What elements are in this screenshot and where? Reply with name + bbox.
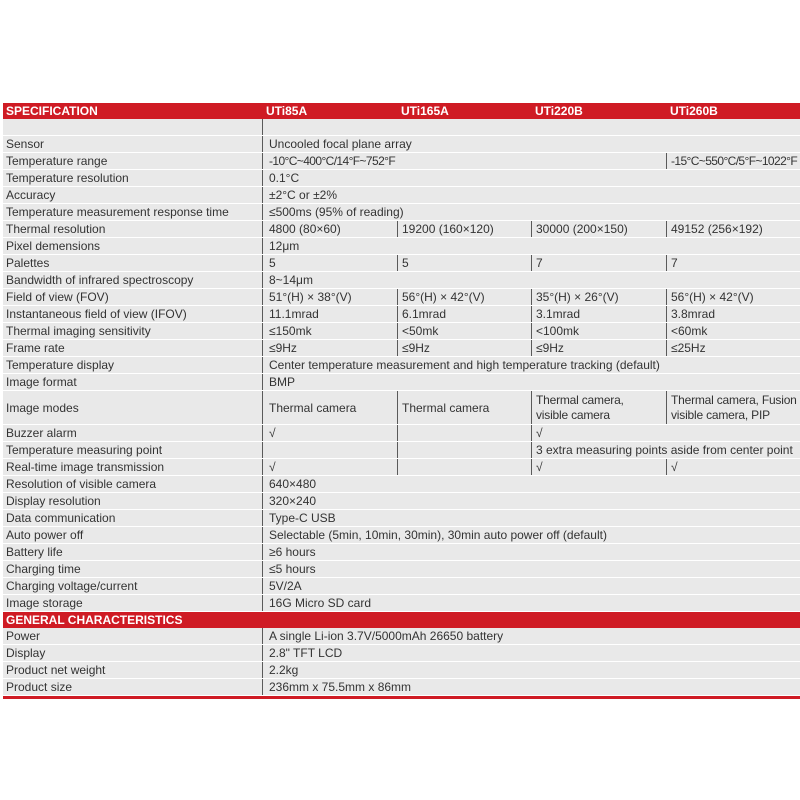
spec-value-uti220b-uti260b: 3 extra measuring points aside from center point bbox=[531, 442, 800, 458]
spec-value-all-models: Type-C USB bbox=[262, 510, 800, 526]
spacer-row bbox=[3, 119, 800, 136]
spec-label: Battery life bbox=[6, 545, 63, 559]
spec-label: Accuracy bbox=[6, 188, 56, 202]
spec-value-uti165a: ≤9Hz bbox=[397, 340, 531, 356]
spec-value-uti260b: <60mk bbox=[666, 323, 800, 339]
spec-value-uti165a: <50mk bbox=[397, 323, 531, 339]
spec-value-uti85a-uti165a-uti220b: -10°C~400°C/14°F~752°F bbox=[262, 153, 666, 169]
spec-row-auto-power-off bbox=[3, 527, 800, 544]
spec-row-thermal-resolution bbox=[3, 221, 800, 238]
spec-row-bandwidth bbox=[3, 272, 800, 289]
spec-value-uti165a: Thermal camera bbox=[397, 391, 531, 424]
spec-value-all-models: 16G Micro SD card bbox=[262, 595, 800, 611]
general-value: A single Li-ion 3.7V/5000mAh 26650 battery bbox=[262, 628, 800, 644]
spec-label: Temperature range bbox=[6, 154, 108, 168]
spec-value-uti85a: 51°(H) × 38°(V) bbox=[262, 289, 397, 305]
spec-value-uti220b-uti260b: √ bbox=[531, 425, 800, 441]
spec-value-uti260b: -15°C~550°C/5°F~1022°F bbox=[666, 153, 800, 169]
spec-row-sensor bbox=[3, 136, 800, 153]
spec-header-row bbox=[3, 103, 800, 119]
general-label: Power bbox=[6, 629, 41, 643]
general-row-product-size bbox=[3, 679, 800, 696]
spec-value-all-models: Uncooled focal plane array bbox=[262, 136, 800, 152]
spec-row-ifov bbox=[3, 306, 800, 323]
spacer-value-cell bbox=[262, 119, 800, 135]
general-value: 2.8" TFT LCD bbox=[262, 645, 800, 661]
spec-label: Buzzer alarm bbox=[6, 426, 77, 440]
spec-row-visible-camera-resolution bbox=[3, 476, 800, 493]
spec-value-uti220b: <100mk bbox=[531, 323, 666, 339]
spec-label: Real-time image transmission bbox=[6, 460, 165, 474]
spec-value-all-models: ±2°C or ±2% bbox=[262, 187, 800, 203]
spec-value-uti260b: 49152 (256×192) bbox=[666, 221, 800, 237]
general-row-display bbox=[3, 645, 800, 662]
spec-value-uti220b: 30000 (200×150) bbox=[531, 221, 666, 237]
spec-label: Resolution of visible camera bbox=[6, 477, 157, 491]
spec-label: Image modes bbox=[6, 400, 79, 415]
spec-value-uti85a: ≤9Hz bbox=[262, 340, 397, 356]
spec-row-charging-voltage bbox=[3, 578, 800, 595]
spec-value-all-models: Selectable (5min, 10min, 30min), 30min auto power off (default) bbox=[262, 527, 800, 543]
spec-value-uti220b: 35°(H) × 26°(V) bbox=[531, 289, 666, 305]
spec-label: Image storage bbox=[6, 596, 83, 610]
spec-value-uti85a: ≤150mk bbox=[262, 323, 397, 339]
spec-value-uti85a: √ bbox=[262, 459, 397, 475]
spec-value-uti220b: Thermal camera, visible camera bbox=[531, 391, 666, 424]
spec-value-uti165a bbox=[397, 459, 531, 475]
model-header-uti260b: UTi260B bbox=[670, 104, 718, 118]
spec-row-buzzer-alarm bbox=[3, 425, 800, 442]
spec-row-pixel-dimensions bbox=[3, 238, 800, 255]
spec-row-palettes bbox=[3, 255, 800, 272]
spec-row-frame-rate bbox=[3, 340, 800, 357]
spec-row-image-format bbox=[3, 374, 800, 391]
spec-label: Auto power off bbox=[6, 528, 84, 542]
spec-value-all-models: 0.1°C bbox=[262, 170, 800, 186]
general-header-row bbox=[3, 612, 800, 628]
spec-value-uti165a: 6.1mrad bbox=[397, 306, 531, 322]
general-row-net-weight bbox=[3, 662, 800, 679]
spec-label: Image format bbox=[6, 375, 77, 389]
spec-value-uti165a: 19200 (160×120) bbox=[397, 221, 531, 237]
spec-label: Temperature measuring point bbox=[6, 443, 163, 457]
general-header-title: GENERAL CHARACTERISTICS bbox=[6, 613, 183, 627]
spec-value-uti260b: 56°(H) × 42°(V) bbox=[666, 289, 800, 305]
spec-label: Data communication bbox=[6, 511, 116, 525]
spec-row-image-modes bbox=[3, 391, 800, 425]
spec-value-all-models: BMP bbox=[262, 374, 800, 390]
spec-value-uti85a: √ bbox=[262, 425, 397, 441]
spec-label: Temperature measurement response time bbox=[6, 205, 229, 219]
spec-value-uti220b: ≤9Hz bbox=[531, 340, 666, 356]
model-header-uti220b: UTi220B bbox=[535, 104, 583, 118]
spec-label: Instantaneous field of view (IFOV) bbox=[6, 307, 187, 321]
spec-value-uti260b: Thermal camera, Fusion visible camera, PIP bbox=[666, 391, 800, 424]
spec-row-display-resolution bbox=[3, 493, 800, 510]
spec-row-response-time bbox=[3, 204, 800, 221]
spec-value-uti260b: √ bbox=[666, 459, 800, 475]
spec-label: Temperature display bbox=[6, 358, 115, 372]
spec-value-uti220b: √ bbox=[531, 459, 666, 475]
spec-label: Sensor bbox=[6, 137, 45, 151]
spec-value-uti165a bbox=[397, 442, 531, 458]
spec-row-fov bbox=[3, 289, 800, 306]
spec-value-all-models: 640×480 bbox=[262, 476, 800, 492]
spec-value-all-models: ≤5 hours bbox=[262, 561, 800, 577]
spec-value-uti85a: 11.1mrad bbox=[262, 306, 397, 322]
spec-label: Display resolution bbox=[6, 494, 101, 508]
spec-value-uti260b: 3.8mrad bbox=[666, 306, 800, 322]
spec-header-title: SPECIFICATION bbox=[6, 104, 98, 118]
general-value: 2.2kg bbox=[262, 662, 800, 678]
spec-value-all-models: ≥6 hours bbox=[262, 544, 800, 560]
model-header-uti85a: UTi85A bbox=[266, 104, 308, 118]
spec-label: Thermal imaging sensitivity bbox=[6, 324, 151, 338]
spec-row-thermal-sensitivity bbox=[3, 323, 800, 340]
spec-value-uti85a bbox=[262, 442, 397, 458]
general-label: Display bbox=[6, 646, 46, 660]
general-label: Product size bbox=[6, 680, 73, 694]
spec-value-uti165a: 56°(H) × 42°(V) bbox=[397, 289, 531, 305]
model-header-uti165a: UTi165A bbox=[401, 104, 449, 118]
spec-value-uti260b: 7 bbox=[666, 255, 800, 271]
spec-row-temperature-resolution bbox=[3, 170, 800, 187]
spec-row-charging-time bbox=[3, 561, 800, 578]
spec-label: Charging voltage/current bbox=[6, 579, 138, 593]
spec-value-uti85a: Thermal camera bbox=[262, 391, 397, 424]
spec-value-all-models: 5V/2A bbox=[262, 578, 800, 594]
spec-row-battery-life bbox=[3, 544, 800, 561]
spec-row-data-communication bbox=[3, 510, 800, 527]
spec-value-all-models: 8~14μm bbox=[262, 272, 800, 288]
spec-row-realtime-transmission bbox=[3, 459, 800, 476]
spec-label: Bandwidth of infrared spectroscopy bbox=[6, 273, 194, 287]
spec-row-measuring-point bbox=[3, 442, 800, 459]
spec-row-temperature-range bbox=[3, 153, 800, 170]
spec-value-uti85a: 5 bbox=[262, 255, 397, 271]
spec-value-uti165a bbox=[397, 425, 531, 441]
spec-label: Palettes bbox=[6, 256, 50, 270]
spec-value-all-models: ≤500ms (95% of reading) bbox=[262, 204, 800, 220]
spec-value-uti85a: 4800 (80×60) bbox=[262, 221, 397, 237]
spec-value-uti260b: ≤25Hz bbox=[666, 340, 800, 356]
spec-label: Pixel demensions bbox=[6, 239, 101, 253]
spec-value-uti220b: 3.1mrad bbox=[531, 306, 666, 322]
spec-value-uti220b: 7 bbox=[531, 255, 666, 271]
spec-row-image-storage bbox=[3, 595, 800, 612]
spec-label: Thermal resolution bbox=[6, 222, 106, 236]
spacer-label-cell bbox=[3, 119, 262, 135]
general-label: Product net weight bbox=[6, 663, 106, 677]
spec-label: Charging time bbox=[6, 562, 81, 576]
spec-value-all-models: Center temperature measurement and high temperature tracking (default) bbox=[262, 357, 800, 373]
spec-row-temperature-display bbox=[3, 357, 800, 374]
general-row-power bbox=[3, 628, 800, 645]
general-value: 236mm x 75.5mm x 86mm bbox=[262, 679, 800, 695]
spec-label: Temperature resolution bbox=[6, 171, 129, 185]
spec-table bbox=[3, 103, 800, 699]
spec-value-uti165a: 5 bbox=[397, 255, 531, 271]
spec-value-all-models: 320×240 bbox=[262, 493, 800, 509]
spec-label: Field of view (FOV) bbox=[6, 290, 109, 304]
spec-row-accuracy bbox=[3, 187, 800, 204]
spec-value-all-models: 12μm bbox=[262, 238, 800, 254]
spec-label: Frame rate bbox=[6, 341, 65, 355]
